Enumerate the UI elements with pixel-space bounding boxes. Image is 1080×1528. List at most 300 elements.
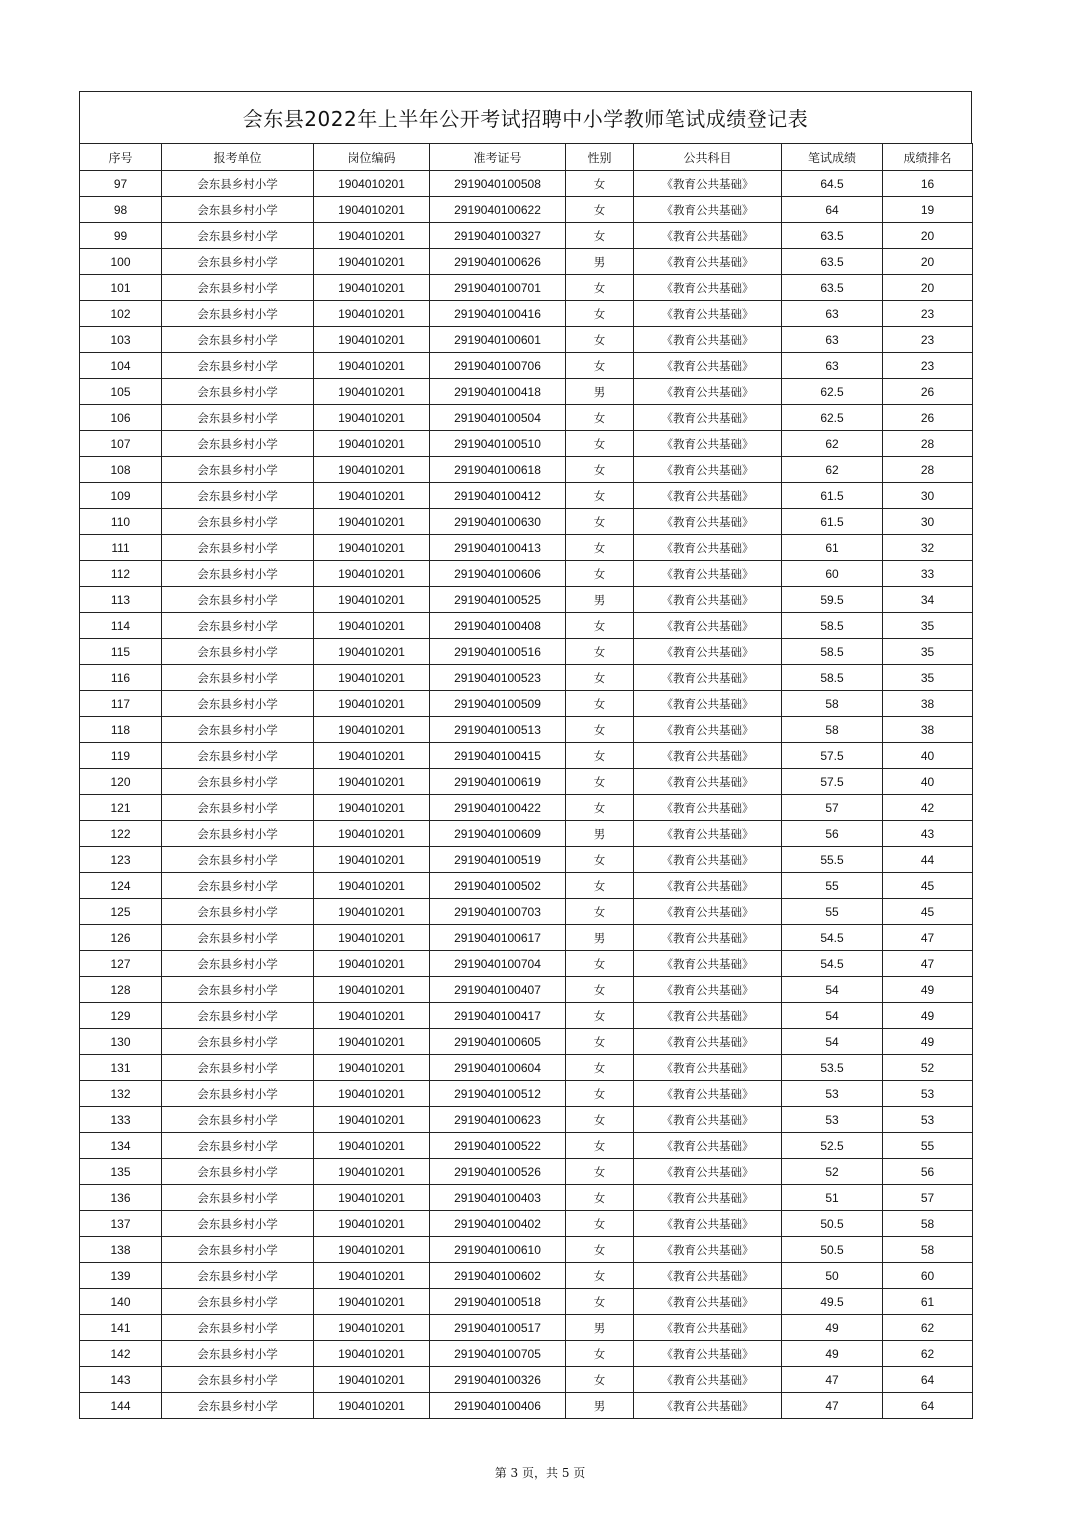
cell-gender: 女	[566, 769, 634, 795]
table-row	[80, 873, 973, 899]
cell-ticket-number: 2919040100326	[430, 1367, 566, 1393]
table-row	[80, 1029, 973, 1055]
cell-unit: 会东县乡村小学	[162, 1159, 314, 1185]
cell-post-code: 1904010201	[314, 717, 430, 743]
cell-post-code: 1904010201	[314, 1393, 430, 1419]
cell-unit: 会东县乡村小学	[162, 977, 314, 1003]
cell-post-code: 1904010201	[314, 1315, 430, 1341]
cell-rank: 49	[883, 1003, 973, 1029]
cell-unit: 会东县乡村小学	[162, 639, 314, 665]
cell-subject: 《教育公共基础》	[634, 1263, 782, 1289]
cell-score: 59.5	[782, 587, 883, 613]
cell-subject: 《教育公共基础》	[634, 223, 782, 249]
cell-score: 56	[782, 821, 883, 847]
cell-rank: 40	[883, 769, 973, 795]
cell-serial: 121	[80, 795, 162, 821]
table-row	[80, 561, 973, 587]
cell-subject: 《教育公共基础》	[634, 1133, 782, 1159]
cell-subject: 《教育公共基础》	[634, 509, 782, 535]
header-unit: 报考单位	[162, 144, 314, 171]
cell-ticket-number: 2919040100519	[430, 847, 566, 873]
table-row	[80, 1263, 973, 1289]
cell-serial: 107	[80, 431, 162, 457]
cell-serial: 116	[80, 665, 162, 691]
cell-serial: 104	[80, 353, 162, 379]
cell-post-code: 1904010201	[314, 743, 430, 769]
cell-score: 58.5	[782, 613, 883, 639]
cell-gender: 女	[566, 561, 634, 587]
cell-serial: 98	[80, 197, 162, 223]
page-footer: 第 3 页，共 5 页	[494, 1466, 586, 1480]
table-row	[80, 275, 973, 301]
table-row	[80, 509, 973, 535]
cell-rank: 62	[883, 1315, 973, 1341]
cell-ticket-number: 2919040100513	[430, 717, 566, 743]
cell-ticket-number: 2919040100413	[430, 535, 566, 561]
cell-ticket-number: 2919040100516	[430, 639, 566, 665]
cell-post-code: 1904010201	[314, 457, 430, 483]
cell-rank: 47	[883, 925, 973, 951]
cell-rank: 45	[883, 873, 973, 899]
cell-score: 64	[782, 197, 883, 223]
cell-subject: 《教育公共基础》	[634, 1029, 782, 1055]
cell-rank: 40	[883, 743, 973, 769]
cell-unit: 会东县乡村小学	[162, 1211, 314, 1237]
cell-score: 58	[782, 717, 883, 743]
cell-unit: 会东县乡村小学	[162, 821, 314, 847]
cell-subject: 《教育公共基础》	[634, 301, 782, 327]
cell-unit: 会东县乡村小学	[162, 1341, 314, 1367]
cell-post-code: 1904010201	[314, 171, 430, 197]
cell-rank: 35	[883, 613, 973, 639]
header-serial: 序号	[80, 144, 162, 171]
cell-gender: 女	[566, 1133, 634, 1159]
cell-rank: 44	[883, 847, 973, 873]
cell-post-code: 1904010201	[314, 639, 430, 665]
cell-serial: 106	[80, 405, 162, 431]
table-row	[80, 483, 973, 509]
cell-unit: 会东县乡村小学	[162, 1315, 314, 1341]
cell-rank: 53	[883, 1081, 973, 1107]
cell-gender: 女	[566, 873, 634, 899]
cell-rank: 20	[883, 223, 973, 249]
cell-subject: 《教育公共基础》	[634, 743, 782, 769]
cell-serial: 127	[80, 951, 162, 977]
cell-gender: 女	[566, 535, 634, 561]
cell-gender: 男	[566, 1315, 634, 1341]
cell-post-code: 1904010201	[314, 1367, 430, 1393]
score-sheet	[79, 91, 972, 1419]
cell-serial: 139	[80, 1263, 162, 1289]
cell-gender: 男	[566, 587, 634, 613]
cell-score: 57.5	[782, 769, 883, 795]
cell-gender: 女	[566, 1367, 634, 1393]
cell-ticket-number: 2919040100402	[430, 1211, 566, 1237]
table-row	[80, 1341, 973, 1367]
cell-rank: 28	[883, 457, 973, 483]
cell-score: 58.5	[782, 639, 883, 665]
table-body	[80, 171, 973, 1419]
cell-unit: 会东县乡村小学	[162, 1263, 314, 1289]
cell-unit: 会东县乡村小学	[162, 379, 314, 405]
cell-gender: 女	[566, 717, 634, 743]
cell-rank: 26	[883, 405, 973, 431]
cell-unit: 会东县乡村小学	[162, 223, 314, 249]
cell-rank: 45	[883, 899, 973, 925]
cell-subject: 《教育公共基础》	[634, 275, 782, 301]
cell-serial: 102	[80, 301, 162, 327]
cell-post-code: 1904010201	[314, 821, 430, 847]
cell-score: 61.5	[782, 509, 883, 535]
cell-gender: 女	[566, 1107, 634, 1133]
cell-rank: 60	[883, 1263, 973, 1289]
cell-gender: 女	[566, 743, 634, 769]
cell-rank: 34	[883, 587, 973, 613]
cell-unit: 会东县乡村小学	[162, 249, 314, 275]
table-row	[80, 665, 973, 691]
table-row	[80, 301, 973, 327]
cell-serial: 108	[80, 457, 162, 483]
cell-unit: 会东县乡村小学	[162, 1237, 314, 1263]
cell-rank: 61	[883, 1289, 973, 1315]
cell-subject: 《教育公共基础》	[634, 379, 782, 405]
cell-subject: 《教育公共基础》	[634, 717, 782, 743]
cell-score: 52.5	[782, 1133, 883, 1159]
cell-ticket-number: 2919040100619	[430, 769, 566, 795]
cell-ticket-number: 2919040100416	[430, 301, 566, 327]
cell-ticket-number: 2919040100601	[430, 327, 566, 353]
cell-serial: 132	[80, 1081, 162, 1107]
cell-score: 63.5	[782, 275, 883, 301]
cell-gender: 女	[566, 1055, 634, 1081]
score-table	[79, 143, 973, 1419]
cell-gender: 女	[566, 899, 634, 925]
cell-score: 52	[782, 1159, 883, 1185]
cell-rank: 28	[883, 431, 973, 457]
cell-gender: 女	[566, 691, 634, 717]
cell-unit: 会东县乡村小学	[162, 795, 314, 821]
cell-score: 54	[782, 977, 883, 1003]
cell-rank: 26	[883, 379, 973, 405]
cell-serial: 136	[80, 1185, 162, 1211]
cell-gender: 女	[566, 847, 634, 873]
cell-serial: 120	[80, 769, 162, 795]
cell-post-code: 1904010201	[314, 951, 430, 977]
cell-ticket-number: 2919040100630	[430, 509, 566, 535]
cell-gender: 女	[566, 431, 634, 457]
cell-score: 57	[782, 795, 883, 821]
cell-ticket-number: 2919040100327	[430, 223, 566, 249]
cell-gender: 男	[566, 249, 634, 275]
cell-post-code: 1904010201	[314, 925, 430, 951]
cell-score: 64.5	[782, 171, 883, 197]
cell-serial: 99	[80, 223, 162, 249]
cell-serial: 134	[80, 1133, 162, 1159]
header-gender: 性别	[566, 144, 634, 171]
cell-rank: 35	[883, 639, 973, 665]
cell-gender: 男	[566, 821, 634, 847]
cell-unit: 会东县乡村小学	[162, 613, 314, 639]
cell-score: 62.5	[782, 405, 883, 431]
table-row	[80, 1055, 973, 1081]
cell-score: 62.5	[782, 379, 883, 405]
cell-subject: 《教育公共基础》	[634, 483, 782, 509]
cell-post-code: 1904010201	[314, 1055, 430, 1081]
cell-post-code: 1904010201	[314, 301, 430, 327]
cell-ticket-number: 2919040100617	[430, 925, 566, 951]
cell-rank: 30	[883, 509, 973, 535]
cell-serial: 111	[80, 535, 162, 561]
cell-post-code: 1904010201	[314, 1133, 430, 1159]
cell-subject: 《教育公共基础》	[634, 795, 782, 821]
cell-post-code: 1904010201	[314, 613, 430, 639]
cell-serial: 113	[80, 587, 162, 613]
cell-ticket-number: 2919040100422	[430, 795, 566, 821]
cell-rank: 43	[883, 821, 973, 847]
cell-unit: 会东县乡村小学	[162, 847, 314, 873]
cell-post-code: 1904010201	[314, 1263, 430, 1289]
cell-subject: 《教育公共基础》	[634, 613, 782, 639]
table-row	[80, 769, 973, 795]
cell-serial: 112	[80, 561, 162, 587]
cell-unit: 会东县乡村小学	[162, 665, 314, 691]
cell-unit: 会东县乡村小学	[162, 561, 314, 587]
cell-subject: 《教育公共基础》	[634, 457, 782, 483]
table-row	[80, 613, 973, 639]
cell-rank: 56	[883, 1159, 973, 1185]
cell-post-code: 1904010201	[314, 977, 430, 1003]
cell-unit: 会东县乡村小学	[162, 301, 314, 327]
cell-subject: 《教育公共基础》	[634, 873, 782, 899]
cell-subject: 《教育公共基础》	[634, 431, 782, 457]
cell-subject: 《教育公共基础》	[634, 587, 782, 613]
cell-score: 60	[782, 561, 883, 587]
cell-unit: 会东县乡村小学	[162, 587, 314, 613]
cell-ticket-number: 2919040100406	[430, 1393, 566, 1419]
cell-serial: 128	[80, 977, 162, 1003]
cell-score: 58	[782, 691, 883, 717]
cell-gender: 女	[566, 951, 634, 977]
cell-serial: 117	[80, 691, 162, 717]
cell-serial: 123	[80, 847, 162, 873]
table-row	[80, 899, 973, 925]
cell-unit: 会东县乡村小学	[162, 1367, 314, 1393]
cell-subject: 《教育公共基础》	[634, 1289, 782, 1315]
header-ticket-number: 准考证号	[430, 144, 566, 171]
cell-serial: 142	[80, 1341, 162, 1367]
cell-post-code: 1904010201	[314, 431, 430, 457]
cell-rank: 62	[883, 1341, 973, 1367]
cell-gender: 女	[566, 509, 634, 535]
cell-score: 50.5	[782, 1237, 883, 1263]
cell-gender: 女	[566, 405, 634, 431]
cell-score: 53	[782, 1107, 883, 1133]
cell-post-code: 1904010201	[314, 561, 430, 587]
cell-post-code: 1904010201	[314, 379, 430, 405]
table-header-row	[80, 144, 973, 171]
cell-post-code: 1904010201	[314, 1341, 430, 1367]
cell-unit: 会东县乡村小学	[162, 925, 314, 951]
cell-subject: 《教育公共基础》	[634, 821, 782, 847]
cell-gender: 女	[566, 275, 634, 301]
cell-ticket-number: 2919040100706	[430, 353, 566, 379]
table-row	[80, 795, 973, 821]
cell-subject: 《教育公共基础》	[634, 951, 782, 977]
cell-serial: 126	[80, 925, 162, 951]
cell-gender: 女	[566, 665, 634, 691]
cell-serial: 129	[80, 1003, 162, 1029]
cell-subject: 《教育公共基础》	[634, 1237, 782, 1263]
cell-ticket-number: 2919040100602	[430, 1263, 566, 1289]
cell-post-code: 1904010201	[314, 691, 430, 717]
table-row	[80, 197, 973, 223]
cell-gender: 女	[566, 1081, 634, 1107]
cell-ticket-number: 2919040100415	[430, 743, 566, 769]
cell-post-code: 1904010201	[314, 1003, 430, 1029]
cell-post-code: 1904010201	[314, 275, 430, 301]
cell-rank: 38	[883, 717, 973, 743]
cell-post-code: 1904010201	[314, 1029, 430, 1055]
cell-subject: 《教育公共基础》	[634, 899, 782, 925]
cell-serial: 109	[80, 483, 162, 509]
cell-rank: 23	[883, 353, 973, 379]
cell-post-code: 1904010201	[314, 509, 430, 535]
table-row	[80, 847, 973, 873]
table-row	[80, 171, 973, 197]
cell-unit: 会东县乡村小学	[162, 1081, 314, 1107]
cell-score: 55	[782, 873, 883, 899]
table-row	[80, 1107, 973, 1133]
cell-ticket-number: 2919040100518	[430, 1289, 566, 1315]
cell-subject: 《教育公共基础》	[634, 769, 782, 795]
cell-post-code: 1904010201	[314, 769, 430, 795]
cell-rank: 16	[883, 171, 973, 197]
cell-unit: 会东县乡村小学	[162, 353, 314, 379]
cell-subject: 《教育公共基础》	[634, 1341, 782, 1367]
cell-subject: 《教育公共基础》	[634, 639, 782, 665]
cell-serial: 124	[80, 873, 162, 899]
table-row	[80, 977, 973, 1003]
cell-unit: 会东县乡村小学	[162, 1133, 314, 1159]
cell-subject: 《教育公共基础》	[634, 561, 782, 587]
cell-ticket-number: 2919040100606	[430, 561, 566, 587]
cell-serial: 105	[80, 379, 162, 405]
cell-score: 57.5	[782, 743, 883, 769]
cell-ticket-number: 2919040100522	[430, 1133, 566, 1159]
cell-rank: 35	[883, 665, 973, 691]
cell-rank: 23	[883, 327, 973, 353]
cell-unit: 会东县乡村小学	[162, 405, 314, 431]
cell-ticket-number: 2919040100407	[430, 977, 566, 1003]
table-row	[80, 249, 973, 275]
cell-serial: 122	[80, 821, 162, 847]
cell-score: 63	[782, 353, 883, 379]
cell-gender: 男	[566, 925, 634, 951]
table-row	[80, 1367, 973, 1393]
table-row	[80, 353, 973, 379]
cell-ticket-number: 2919040100418	[430, 379, 566, 405]
cell-post-code: 1904010201	[314, 405, 430, 431]
table-row	[80, 1159, 973, 1185]
cell-subject: 《教育公共基础》	[634, 1159, 782, 1185]
cell-rank: 42	[883, 795, 973, 821]
cell-ticket-number: 2919040100704	[430, 951, 566, 977]
cell-gender: 女	[566, 977, 634, 1003]
cell-post-code: 1904010201	[314, 197, 430, 223]
cell-rank: 57	[883, 1185, 973, 1211]
cell-subject: 《教育公共基础》	[634, 197, 782, 223]
cell-score: 47	[782, 1393, 883, 1419]
cell-unit: 会东县乡村小学	[162, 743, 314, 769]
cell-gender: 女	[566, 197, 634, 223]
cell-subject: 《教育公共基础》	[634, 925, 782, 951]
cell-gender: 女	[566, 1029, 634, 1055]
cell-unit: 会东县乡村小学	[162, 457, 314, 483]
cell-post-code: 1904010201	[314, 873, 430, 899]
cell-unit: 会东县乡村小学	[162, 197, 314, 223]
table-row	[80, 1081, 973, 1107]
cell-ticket-number: 2919040100412	[430, 483, 566, 509]
table-row	[80, 379, 973, 405]
cell-subject: 《教育公共基础》	[634, 1315, 782, 1341]
cell-post-code: 1904010201	[314, 795, 430, 821]
cell-serial: 141	[80, 1315, 162, 1341]
cell-score: 53	[782, 1081, 883, 1107]
cell-rank: 64	[883, 1393, 973, 1419]
table-row	[80, 457, 973, 483]
cell-ticket-number: 2919040100512	[430, 1081, 566, 1107]
cell-rank: 38	[883, 691, 973, 717]
cell-rank: 32	[883, 535, 973, 561]
cell-serial: 115	[80, 639, 162, 665]
cell-gender: 女	[566, 301, 634, 327]
cell-subject: 《教育公共基础》	[634, 1003, 782, 1029]
cell-subject: 《教育公共基础》	[634, 1367, 782, 1393]
table-row	[80, 587, 973, 613]
cell-rank: 47	[883, 951, 973, 977]
cell-score: 55	[782, 899, 883, 925]
cell-ticket-number: 2919040100508	[430, 171, 566, 197]
cell-subject: 《教育公共基础》	[634, 405, 782, 431]
header-rank: 成绩排名	[883, 144, 973, 171]
cell-gender: 女	[566, 1211, 634, 1237]
cell-unit: 会东县乡村小学	[162, 1393, 314, 1419]
cell-gender: 女	[566, 457, 634, 483]
cell-rank: 49	[883, 1029, 973, 1055]
cell-subject: 《教育公共基础》	[634, 1393, 782, 1419]
cell-serial: 131	[80, 1055, 162, 1081]
cell-rank: 58	[883, 1237, 973, 1263]
cell-subject: 《教育公共基础》	[634, 535, 782, 561]
table-row	[80, 639, 973, 665]
cell-serial: 125	[80, 899, 162, 925]
cell-unit: 会东县乡村小学	[162, 509, 314, 535]
table-row	[80, 821, 973, 847]
cell-ticket-number: 2919040100510	[430, 431, 566, 457]
cell-unit: 会东县乡村小学	[162, 1289, 314, 1315]
cell-gender: 女	[566, 1237, 634, 1263]
cell-serial: 110	[80, 509, 162, 535]
cell-serial: 138	[80, 1237, 162, 1263]
cell-serial: 135	[80, 1159, 162, 1185]
table-row	[80, 743, 973, 769]
cell-score: 62	[782, 457, 883, 483]
cell-post-code: 1904010201	[314, 1081, 430, 1107]
cell-ticket-number: 2919040100618	[430, 457, 566, 483]
table-row	[80, 1003, 973, 1029]
cell-rank: 52	[883, 1055, 973, 1081]
cell-post-code: 1904010201	[314, 1107, 430, 1133]
